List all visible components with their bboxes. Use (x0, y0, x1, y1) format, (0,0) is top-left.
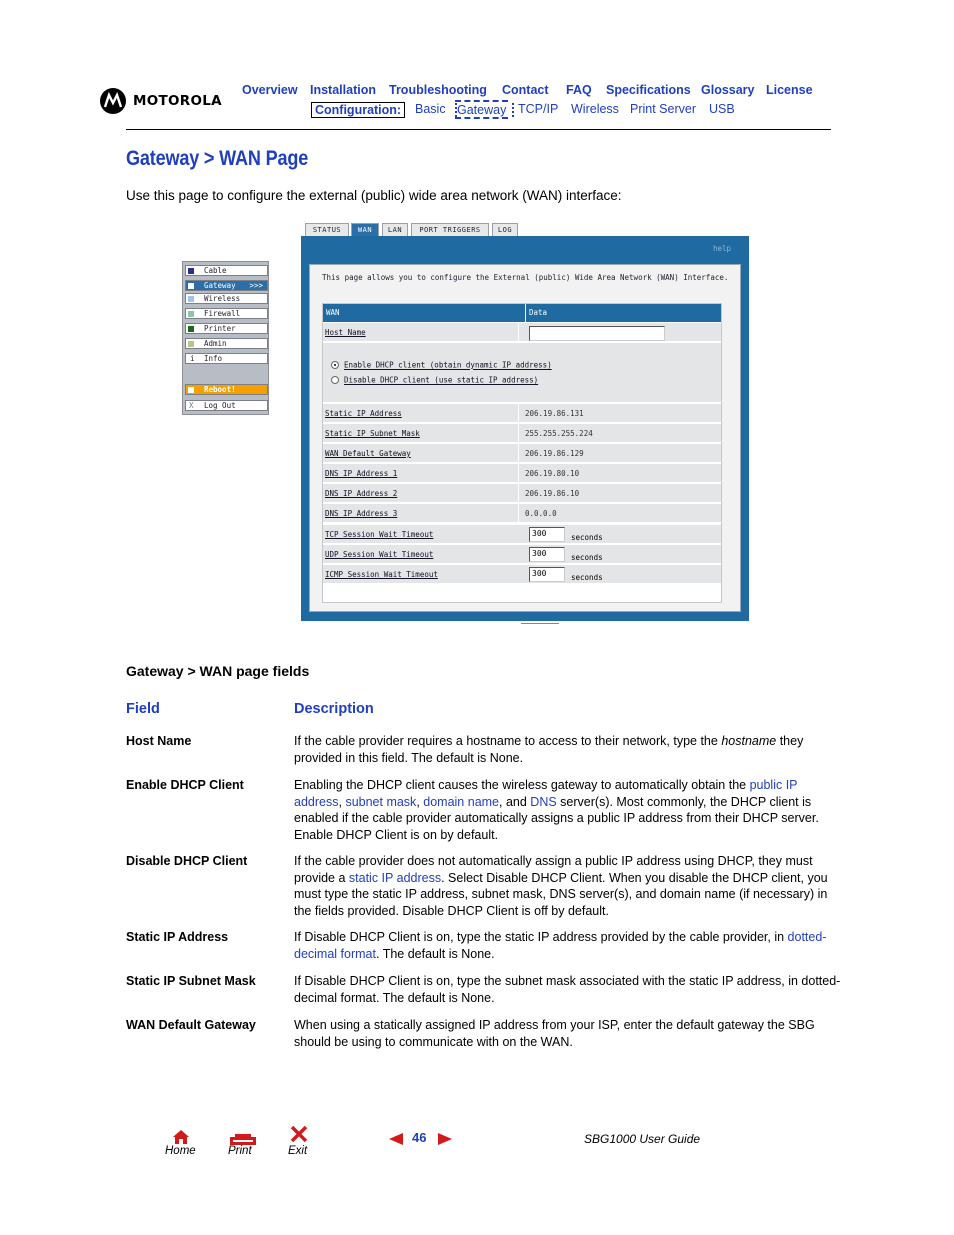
table-row: Static IP Address 206.19.86.131 (323, 403, 721, 422)
radio-unselected-icon (331, 376, 339, 384)
wan-config-panel (301, 236, 749, 621)
field-name: Host Name (126, 734, 192, 748)
fields-heading: Gateway > WAN page fields (126, 663, 310, 679)
nav-basic[interactable]: Basic (415, 102, 446, 116)
nav-print-server[interactable]: Print Server (630, 102, 696, 116)
table-row-host-name (323, 322, 721, 341)
nav-installation[interactable]: Installation (310, 83, 376, 97)
menu-item-reboot[interactable]: Reboot! (185, 384, 268, 395)
logout-icon: X (189, 401, 194, 410)
host-name-label: Host Name (325, 328, 366, 337)
table-row: DNS IP Address 1 206.19.80.10 (323, 463, 721, 482)
cable-icon (188, 268, 194, 274)
header-divider (126, 129, 831, 130)
nav-configuration-label: Configuration: (311, 102, 405, 118)
field-description: When using a statically assigned IP address from your ISP, enter the default gateway the SBG should be using to communicate with on the WAN. (294, 1018, 815, 1049)
nav-license[interactable]: License (766, 83, 813, 97)
brand-wordmark: MOTOROLA (133, 93, 222, 109)
page-number: 46 (412, 1130, 427, 1145)
disable-dhcp-radio[interactable]: Disable DHCP client (use static IP address) (331, 375, 538, 385)
horizontal-scrollbar[interactable] (521, 623, 559, 627)
field-name: Static IP Address (126, 930, 229, 944)
config-side-menu (182, 261, 269, 415)
menu-item-firewall[interactable]: Firewall (185, 308, 268, 319)
nav-divider (455, 103, 457, 117)
tab-log[interactable]: LOG (492, 223, 518, 236)
static-ip-link[interactable]: static IP address (348, 870, 442, 885)
field-name: Disable DHCP Client (126, 854, 248, 868)
data-column-header: Data (526, 304, 721, 322)
exit-label[interactable]: Exit (288, 1145, 308, 1157)
table-row: Static IP Subnet Mask 255.255.255.224 (323, 423, 721, 442)
tab-wan[interactable]: WAN (351, 223, 379, 236)
wan-description: This page allows you to configure the External (public) Wide Area Network (WAN) Interface. (322, 273, 729, 282)
gateway-icon (188, 283, 194, 289)
nav-troubleshooting[interactable]: Troubleshooting (389, 83, 487, 97)
menu-item-cable[interactable]: Cable (185, 265, 268, 276)
intro-text: Use this page to configure the external (public) wide area network (WAN) interface: (126, 188, 622, 203)
print-label[interactable]: Print (228, 1145, 252, 1157)
radio-selected-icon (331, 361, 339, 369)
home-label[interactable]: Home (165, 1145, 196, 1157)
menu-item-printer[interactable]: Printer (185, 323, 268, 334)
nav-divider (512, 103, 514, 117)
nav-overview[interactable]: Overview (242, 83, 298, 97)
tab-port-triggers[interactable]: PORT TRIGGERS (411, 223, 489, 236)
table-row: DNS IP Address 2 206.19.86.10 (323, 483, 721, 502)
description-column-header: Description (294, 701, 374, 717)
tab-status[interactable]: STATUS (305, 223, 349, 236)
domain-name-link[interactable]: domain name (423, 794, 500, 809)
field-name: WAN Default Gateway (126, 1018, 256, 1032)
icmp-timeout-input[interactable]: 300 (529, 567, 565, 582)
info-icon: i (190, 354, 195, 363)
firewall-icon (188, 311, 194, 317)
field-description: If Disable DHCP Client is on, type the subnet mask associated with the static IP address, in dotted-decimal format. The default is None. (294, 974, 841, 1005)
tab-lan[interactable]: LAN (382, 223, 408, 236)
host-name-input[interactable] (529, 326, 665, 341)
nav-usb[interactable]: USB (709, 102, 735, 116)
nav-gateway[interactable]: Gateway (455, 100, 508, 119)
udp-timeout-input[interactable]: 300 (529, 547, 565, 562)
help-link[interactable]: help (712, 244, 731, 253)
dotted-decimal-link[interactable]: dotted-decimal format (294, 930, 827, 961)
nav-wireless[interactable]: Wireless (571, 102, 619, 116)
next-page-arrow-icon[interactable] (438, 1133, 452, 1145)
table-row-tcp-timeout: TCP Session Wait Timeout 300 seconds (323, 524, 721, 543)
menu-item-logout[interactable]: X Log Out (185, 400, 268, 411)
motorola-logo-icon (100, 88, 126, 114)
guide-title: SBG1000 User Guide (584, 1132, 701, 1146)
nav-contact[interactable]: Contact (502, 83, 549, 97)
dhcp-radio-group (323, 342, 721, 402)
page-title: Gateway > WAN Page (126, 147, 309, 170)
table-row: DNS IP Address 3 0.0.0.0 (323, 503, 721, 522)
printer-icon (188, 326, 194, 332)
nav-glossary[interactable]: Glossary (701, 83, 755, 97)
table-row: WAN Default Gateway 206.19.86.129 (323, 443, 721, 462)
wan-config-body (309, 264, 741, 612)
exit-icon[interactable] (290, 1126, 308, 1147)
field-name: Static IP Subnet Mask (126, 974, 256, 988)
table-row-icmp-timeout: ICMP Session Wait Timeout 300 seconds (323, 564, 721, 583)
menu-item-wireless[interactable]: Wireless (185, 293, 268, 304)
table-row-udp-timeout: UDP Session Wait Timeout 300 seconds (323, 544, 721, 563)
field-description: If the cable provider requires a hostname to access to their network, type the hostname they provided in this field. The default is None. (294, 734, 804, 765)
nav-faq[interactable]: FAQ (566, 83, 592, 97)
reboot-icon (188, 387, 194, 393)
field-description: If Disable DHCP Client is on, type the static IP address provided by the cable provider, in dotted-decimal format. The default is None. (294, 930, 827, 961)
menu-item-admin[interactable]: Admin (185, 338, 268, 349)
previous-page-arrow-icon[interactable] (389, 1133, 403, 1145)
tcp-timeout-input[interactable]: 300 (529, 527, 565, 542)
wireless-icon (188, 296, 194, 302)
subnet-mask-link[interactable]: subnet mask (345, 794, 417, 809)
menu-item-info[interactable]: i Info (185, 353, 268, 364)
dns-link[interactable]: DNS (530, 794, 557, 809)
field-description: If the cable provider does not automatically assign a public IP address using DHCP, they must provide a static IP address. Select Disable DHCP Client. When you disable the DHCP client, you must type the static IP address, subnet mask, DNS server(s), and domain name (if necessary) in the fields provided. Disable DHCP Client is off by default. (294, 854, 828, 918)
public-ip-link[interactable]: public IP address (294, 778, 798, 809)
enable-dhcp-radio[interactable]: Enable DHCP client (obtain dynamic IP address) (331, 360, 552, 370)
field-column-header: Field (126, 701, 160, 717)
menu-item-gateway[interactable]: Gateway >>> (185, 280, 268, 291)
field-name: Enable DHCP Client (126, 778, 244, 792)
wan-column-header: WAN (323, 304, 525, 322)
nav-tcpip[interactable]: TCP/IP (518, 102, 559, 116)
field-description: Enabling the DHCP client causes the wireless gateway to automatically obtain the public IP address, subnet mask, domain name, and DNS server(s). Most commonly, the DHCP client is enabled if the cable provider automatically assigns a public IP address from their DHCP server. Enable DHCP Client is on by default. (294, 778, 819, 842)
wan-table (322, 303, 722, 603)
admin-icon (188, 341, 194, 347)
nav-specifications[interactable]: Specifications (606, 83, 691, 97)
